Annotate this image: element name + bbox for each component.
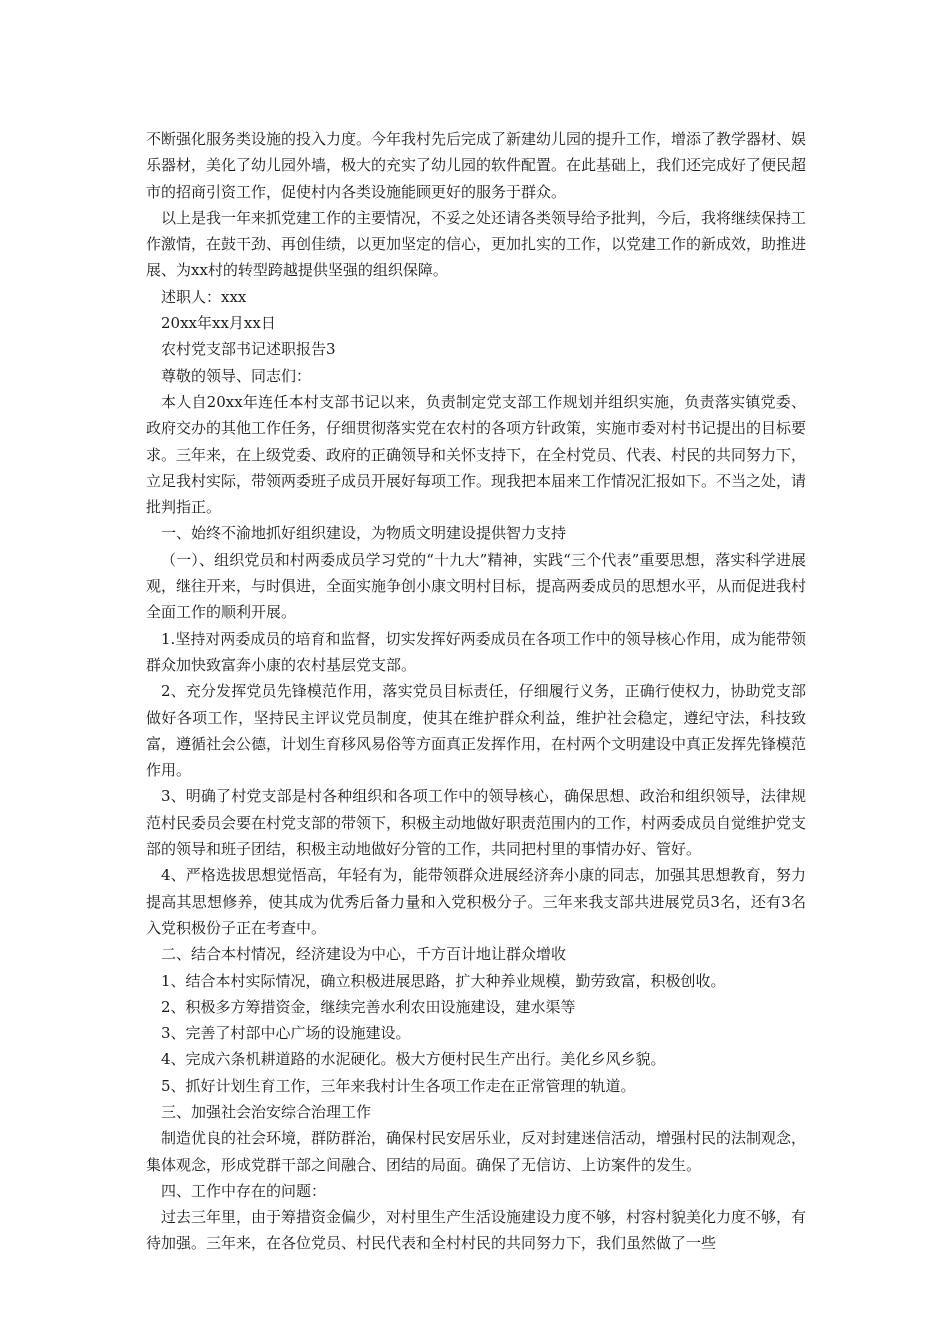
paragraph-summary: 以上是我一年来抓党建工作的主要情况，不妥之处还请各类领导给予批判，今后，我将继续保持工作激情，在鼓干劲、再创佳绩，以更加坚定的信心，更加扎实的工作，以党建工作的新成效，助推进展、为xx村的转型跨越提供坚强的组织保障。 (146, 208, 807, 280)
salutation: 尊敬的领导、同志们： (161, 366, 312, 385)
list-item-1-4: 4、严格选拔思想觉悟高，年轻有为，能带领群众进展经济奔小康的同志，加强其思想教育，努力提高其思想修养，使其成为优秀后备力量和入党积极分子。三年来我支部共进展党员3名，还有3名入党积极份子正在考查中。 (146, 866, 806, 937)
report-title: 农村党支部书记述职报告3 (161, 340, 336, 359)
section-heading-4: 四、工作中存在的问题： (161, 1181, 327, 1200)
list-item-2-4: 4、完成六条机耕道路的水泥硬化。极大方便村民生产出行。美化乡风乡貌。 (161, 1050, 666, 1069)
list-item-2-5: 5、抓好计划生育工作，三年来我村计生各项工作走在正常管理的轨道。 (161, 1076, 636, 1095)
section-heading-2: 二、结合本村情况，经济建设为中心，千方百计地让群众增收 (161, 945, 567, 964)
section-heading-3: 三、加强社会治安综合治理工作 (161, 1102, 372, 1121)
paragraph-intro: 不断强化服务类设施的投入力度。今年我村先后完成了新建幼儿园的提升工作，增添了教学器材、娱乐器材，美化了幼儿园外墙，极大的充实了幼儿园的软件配置。在此基础上，我们还完成好了便民超市的招商引资工作，促使村内各类设施能顾更好的服务于群众。 (146, 130, 807, 201)
subsection-1: （一）、组织党员和村两委成员学习党的“十九大”精神，实践“三个代表”重要思想，落实科学进展观，继往开来，与时俱进，全面实施争创小康文明村目标，提高两委成员的思想水平，从而促进我村全面工作的顺利开展。 (146, 550, 807, 622)
list-item-1-1: 1.坚持对两委成员的培育和监督，切实发挥好两委成员在各项工作中的领导核心作用，成为能带领群众加快致富奔小康的农村基层党支部。 (146, 629, 806, 674)
list-item-2-3: 3、完善了村部中心广场的设施建设。 (161, 1024, 411, 1043)
list-item-2-1: 1、结合本村实际情况，确立积极进展思路，扩大种养业规模，勤劳致富，积极创收。 (161, 971, 726, 990)
date-line: 20xx年xx月xx日 (161, 314, 276, 333)
list-item-1-2: 2、充分发挥党员先锋模范作用，落实党员目标责任，仔细履行义务，正确行使权力，协助党支部做好各项工作，坚持民主评议党员制度，使其在维护群众利益，维护社会稳定，遵纪守法，科技致富，遵循社会公德，计划生育移风易俗等方面真正发挥作用，在村两个文明建设中真正发挥先锋模范作用。 (146, 682, 807, 780)
document-page (146, 126, 806, 1257)
paragraph-problems: 过去三年里，由于筹措资金偏少，对村里生产生活设施建设力度不够，村容村貌美化力度不够，有待加强。三年来，在各位党员、村民代表和全村村民的共同努力下，我们虽然做了一些 (146, 1208, 807, 1253)
section-heading-1: 一、始终不渝地抓好组织建设，为物质文明建设提供智力支持 (161, 524, 567, 543)
paragraph-opening: 本人自20xx年连任本村支部书记以来，负责制定党支部工作规划并组织实施，负责落实镇党委、政府交办的其他工作任务，仔细贯彻落实党在农村的各项方针政策，实施市委对村书记提出的目标要求。三年来，在上级党委、政府的正确领导和关怀支持下，在全村党员、代表、村民的共同努力下，立足我村实际，带领两委班子成员开展好每项工作。现我把本届来工作情况汇报如下。不当之处，请批判指正。 (146, 392, 807, 517)
signature-line: 述职人：xxx (161, 287, 247, 306)
list-item-1-3: 3、明确了村党支部是村各种组织和各项工作中的领导核心，确保思想、政治和组织领导，法律规范村民委员会要在村党支部的带领下，积极主动地做好职责范围内的工作，村两委成员自觉维护党支部的领导和班子团结，积极主动地做好分管的工作，共同把村里的事情办好、管好。 (146, 787, 807, 859)
list-item-2-2: 2、积极多方筹措资金，继续完善水利农田设施建设，建水渠等 (161, 997, 576, 1016)
paragraph-security: 制造优良的社会环境，群防群治，确保村民安居乐业，反对封建迷信活动，增强村民的法制观念，集体观念，形成党群干部之间融合、团结的局面。确保了无信访、上访案件的发生。 (146, 1129, 807, 1174)
